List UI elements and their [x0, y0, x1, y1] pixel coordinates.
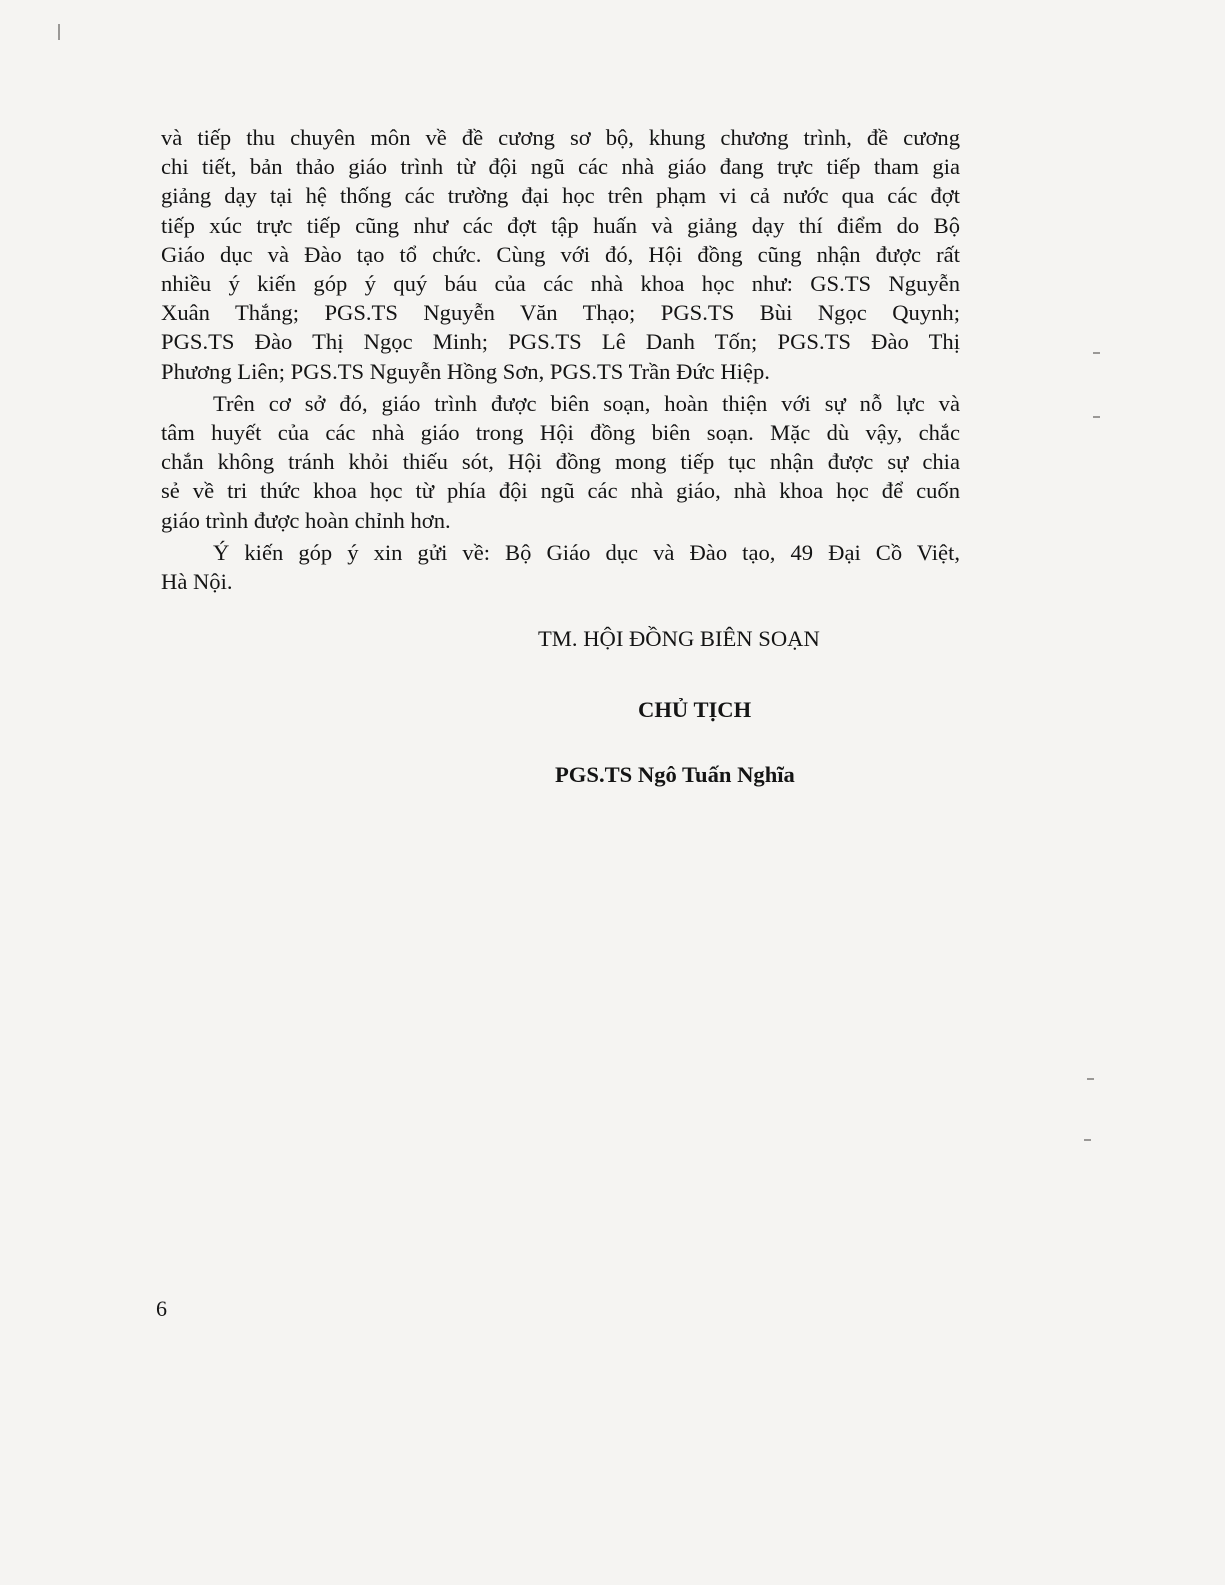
- text-line: sẻ về tri thức khoa học từ phía đội ngũ các nhà giáo, nhà khoa học để cuốn: [161, 478, 960, 504]
- text-line: Ý kiến góp ý xin gửi về: Bộ Giáo dục và Đào tạo, 49 Đại Cồ Việt,: [213, 539, 960, 565]
- text-line: tiếp xúc trực tiếp cũng như các đợt tập huấn và giảng dạy thí điểm do Bộ: [161, 212, 960, 238]
- text-line: Phương Liên; PGS.TS Nguyễn Hồng Sơn, PGS.TS Trần Đức Hiệp.: [161, 358, 770, 384]
- body-text: [161, 123, 960, 596]
- text-line: giảng dạy tại hệ thống các trường đại học trên phạm vi cả nước qua các đợt: [161, 183, 960, 209]
- paragraph-contact: [161, 538, 960, 596]
- text-line: và tiếp thu chuyên môn về đề cương sơ bộ, khung chương trình, đề cương: [161, 125, 960, 150]
- paragraph-conclusion: [161, 389, 960, 535]
- scan-mark: [1093, 352, 1100, 354]
- scan-mark: [1093, 416, 1100, 418]
- scan-mark: [1087, 1078, 1094, 1080]
- scan-mark: [1084, 1139, 1091, 1141]
- text-line: Xuân Thắng; PGS.TS Nguyễn Văn Thạo; PGS.TS Bùi Ngọc Quynh;: [161, 300, 960, 326]
- scan-mark: [58, 24, 60, 40]
- signature-name: PGS.TS Ngô Tuấn Nghĩa: [555, 762, 795, 787]
- text-line: Hà Nội.: [161, 569, 233, 595]
- text-line: giáo trình được hoàn chỉnh hơn.: [161, 507, 451, 533]
- text-line: chắn không tránh khỏi thiếu sót, Hội đồng mong tiếp tục nhận được sự chia: [161, 449, 960, 475]
- text-line: PGS.TS Đào Thị Ngọc Minh; PGS.TS Lê Danh Tốn; PGS.TS Đào Thị: [161, 329, 960, 355]
- signature-organization: TM. HỘI ĐỒNG BIÊN SOẠN: [538, 626, 820, 651]
- text-line: tâm huyết của các nhà giáo trong Hội đồng biên soạn. Mặc dù vậy, chắc: [161, 420, 960, 446]
- text-line: Trên cơ sở đó, giáo trình được biên soạn, hoàn thiện với sự nỗ lực và: [213, 390, 960, 416]
- paragraph-acknowledgements: [161, 123, 960, 386]
- text-line: Giáo dục và Đào tạo tổ chức. Cùng với đó, Hội đồng cũng nhận được rất: [161, 241, 960, 267]
- text-line: chi tiết, bản thảo giáo trình từ đội ngũ các nhà giáo đang trực tiếp tham gia: [161, 154, 960, 180]
- page-number: 6: [156, 1296, 167, 1321]
- text-line: nhiều ý kiến góp ý quý báu của các nhà khoa học như: GS.TS Nguyễn: [161, 271, 960, 297]
- signature-role: CHỦ TỊCH: [638, 697, 752, 722]
